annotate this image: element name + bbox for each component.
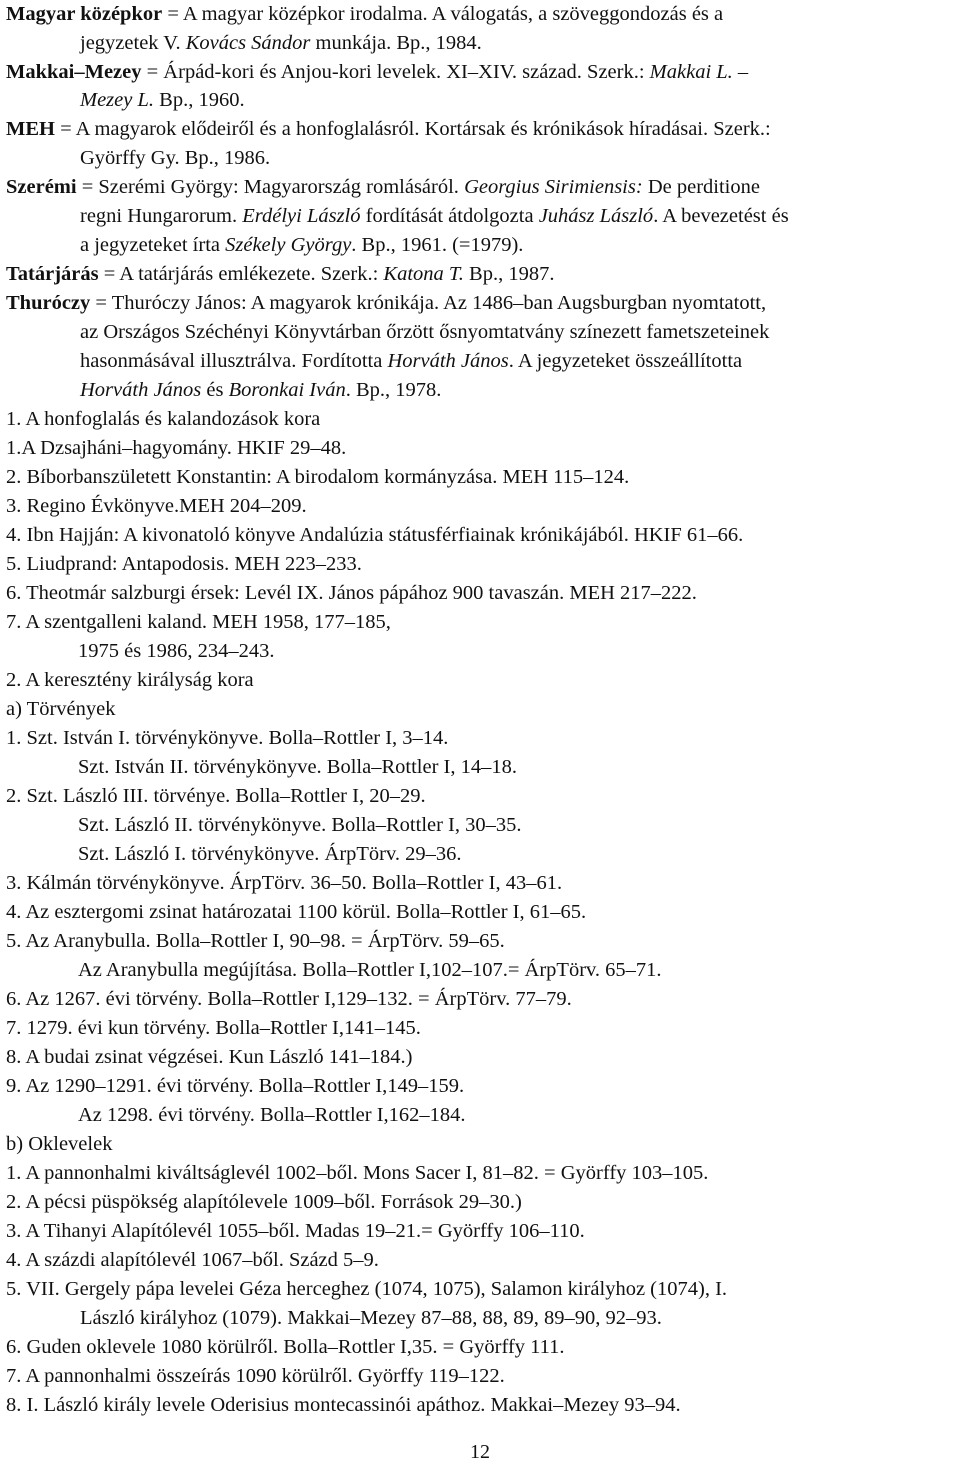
- list-item-continuation: Szt. István II. törvénykönyve. Bolla–Rottler I, 14–18.: [78, 756, 517, 778]
- list-item: 6. Az 1267. évi törvény. Bolla–Rottler I,129–132. = ÁrpTörv. 77–79.: [6, 988, 572, 1010]
- bib-text: = A tatárjárás emlékezete. Szerk.:: [98, 263, 384, 285]
- bib-abbr: Tatárjárás: [6, 263, 99, 285]
- bib-text: Bp., 1960.: [154, 89, 245, 111]
- bib-abbr: MEH: [6, 118, 55, 140]
- bib-text: De perditione: [642, 176, 760, 198]
- bib-text: fordítását átdolgozta: [360, 205, 539, 227]
- bib-text: munkája. Bp., 1984.: [310, 32, 482, 54]
- page-number: 12: [470, 1441, 490, 1463]
- bib-tatarjaras: [6, 260, 956, 288]
- bib-text: . Bp., 1978.: [345, 379, 442, 401]
- bib-author: Katona T.: [383, 263, 464, 285]
- list-item: 7. 1279. évi kun törvény. Bolla–Rottler I,141–145.: [6, 1017, 421, 1039]
- bib-szeremi: [6, 173, 956, 201]
- bib-text: jegyzetek V.: [80, 32, 186, 54]
- bib-text: hasonmásával illusztrálva. Fordította: [80, 350, 388, 372]
- subsection-heading: b) Oklevelek: [6, 1133, 113, 1155]
- bib-text: a jegyzeteket írta: [80, 234, 226, 256]
- bib-author: Georgius Sirimiensis:: [464, 176, 643, 198]
- bib-text: = Thuróczy János: A magyarok krónikája. Az 1486–ban Augsburgban nyomtatott,: [90, 292, 767, 314]
- bib-continuation: [80, 86, 956, 114]
- bib-abbr: Thuróczy: [6, 292, 91, 314]
- bib-makkai-mezey: [6, 58, 956, 86]
- list-item: 8. I. László király levele Oderisius montecassinói apáthoz. Makkai–Mezey 93–94.: [6, 1394, 681, 1416]
- section-heading: 1. A honfoglalás és kalandozások kora: [6, 408, 321, 430]
- list-item: 8. A budai zsinat végzései. Kun László 141–184.): [6, 1046, 413, 1068]
- list-item-continuation: Szt. László I. törvénykönyve. ÁrpTörv. 29–36.: [78, 843, 462, 865]
- list-item-continuation: Szt. László II. törvénykönyve. Bolla–Rottler I, 30–35.: [78, 814, 522, 836]
- list-item: 5. Az Aranybulla. Bolla–Rottler I, 90–98. = ÁrpTörv. 59–65.: [6, 930, 505, 952]
- bib-text: . Bp., 1961. (=1979).: [351, 234, 524, 256]
- list-item-continuation: Az Aranybulla megújítása. Bolla–Rottler I,102–107.= ÁrpTörv. 65–71.: [78, 959, 662, 981]
- bib-thuroczy: [6, 289, 956, 317]
- section-heading: 2. A keresztény királyság kora: [6, 669, 254, 691]
- bib-continuation: [80, 29, 956, 57]
- bib-abbr: Szerémi: [6, 176, 77, 198]
- list-item: 6. Guden oklevele 1080 körülről. Bolla–Rottler I,35. = Györffy 111.: [6, 1336, 565, 1358]
- subsection-heading: a) Törvények: [6, 698, 116, 720]
- bib-abbr: Magyar középkor: [6, 3, 163, 25]
- list-item: 1. A pannonhalmi kiváltságlevél 1002–ből. Mons Sacer I, 81–82. = Györffy 103–105.: [6, 1162, 709, 1184]
- bib-author: Makkai L.: [649, 61, 733, 83]
- bib-author: Kovács Sándor: [185, 32, 311, 54]
- bib-text: . A bevezetést és: [653, 205, 789, 227]
- bib-text: Bp., 1987.: [463, 263, 555, 285]
- list-item: 1.A Dzsajháni–hagyomány. HKIF 29–48.: [6, 437, 347, 459]
- bib-continuation: [80, 231, 956, 259]
- bib-meh: [6, 115, 956, 143]
- bib-text: = Árpád-kori és Anjou-kori levelek. XI–XIV. század. Szerk.:: [141, 61, 650, 83]
- bib-text: = Szerémi György: Magyarország romlásáról.: [76, 176, 465, 198]
- list-item: 2. A pécsi püspökség alapítólevele 1009–ből. Források 29–30.): [6, 1191, 522, 1213]
- list-item: 5. Liudprand: Antapodosis. MEH 223–233.: [6, 553, 362, 575]
- list-item: 4. Ibn Hajján: A kivonatoló könyve Andalúzia státusférfiainak krónikájából. HKIF 61–66.: [6, 524, 744, 546]
- list-item: 6. Theotmár salzburgi érsek: Levél IX. János pápához 900 tavaszán. MEH 217–222.: [6, 582, 697, 604]
- bib-text: = A magyar középkor irodalma. A válogatás, a szöveggondozás és a: [162, 3, 724, 25]
- bib-continuation: [80, 376, 956, 404]
- bib-author: Juhász László: [538, 205, 654, 227]
- bib-text: . A jegyzeteket összeállította: [508, 350, 743, 372]
- list-item: 3. Kálmán törvénykönyve. ÁrpTörv. 36–50. Bolla–Rottler I, 43–61.: [6, 872, 563, 894]
- list-item-continuation: László királyhoz (1079). Makkai–Mezey 87–88, 88, 89, 89–90, 92–93.: [80, 1307, 662, 1329]
- bib-abbr: Makkai–Mezey: [6, 61, 142, 83]
- list-item: 5. VII. Gergely pápa levelei Géza herceghez (1074, 1075), Salamon királyhoz (1074), I.: [6, 1278, 728, 1300]
- list-item: 3. Regino Évkönyve.MEH 204–209.: [6, 495, 307, 517]
- list-item: 4. Az esztergomi zsinat határozatai 1100 körül. Bolla–Rottler I, 61–65.: [6, 901, 587, 923]
- bib-continuation: [80, 144, 956, 172]
- bib-author: Székely György: [225, 234, 352, 256]
- bib-continuation: [80, 318, 956, 346]
- bib-author: Mezey L.: [80, 89, 155, 111]
- bib-text: = A magyarok elődeiről és a honfoglalásról. Kortársak és krónikások híradásai. Szerk.:: [54, 118, 771, 140]
- bib-text: és: [201, 379, 229, 401]
- list-item-continuation: Az 1298. évi törvény. Bolla–Rottler I,162–184.: [78, 1104, 466, 1126]
- bib-author: Boronkai Iván: [228, 379, 346, 401]
- list-item: 4. A százdi alapítólevél 1067–ből. Százd 5–9.: [6, 1249, 379, 1271]
- list-item: 1. Szt. István I. törvénykönyve. Bolla–Rottler I, 3–14.: [6, 727, 449, 749]
- bib-continuation: [80, 347, 956, 375]
- list-item: 9. Az 1290–1291. évi törvény. Bolla–Rottler I,149–159.: [6, 1075, 465, 1097]
- bib-magyar-kozepkor: [6, 0, 956, 28]
- bib-author: Horváth János: [80, 379, 202, 401]
- bib-text: az Országos Széchényi Könyvtárban őrzött ősnyomtatvány színezett fametszeteinek: [80, 321, 770, 343]
- list-item-continuation: 1975 és 1986, 234–243.: [78, 640, 275, 662]
- bib-author: Erdélyi László: [242, 205, 361, 227]
- bib-text: –: [732, 61, 749, 83]
- bib-text: regni Hungarorum.: [80, 205, 243, 227]
- list-item: 3. A Tihanyi Alapítólevél 1055–ből. Madas 19–21.= Györffy 106–110.: [6, 1220, 585, 1242]
- bib-author: Horváth János: [387, 350, 509, 372]
- bib-continuation: [80, 202, 956, 230]
- list-item: 2. Szt. László III. törvénye. Bolla–Rottler I, 20–29.: [6, 785, 426, 807]
- bib-text: Györffy Gy. Bp., 1986.: [80, 147, 271, 169]
- list-item: 2. Bíborbanszületett Konstantin: A birodalom kormányzása. MEH 115–124.: [6, 466, 630, 488]
- list-item: 7. A szentgalleni kaland. MEH 1958, 177–185,: [6, 611, 391, 633]
- list-item: 7. A pannonhalmi összeírás 1090 körülről. Györffy 119–122.: [6, 1365, 505, 1387]
